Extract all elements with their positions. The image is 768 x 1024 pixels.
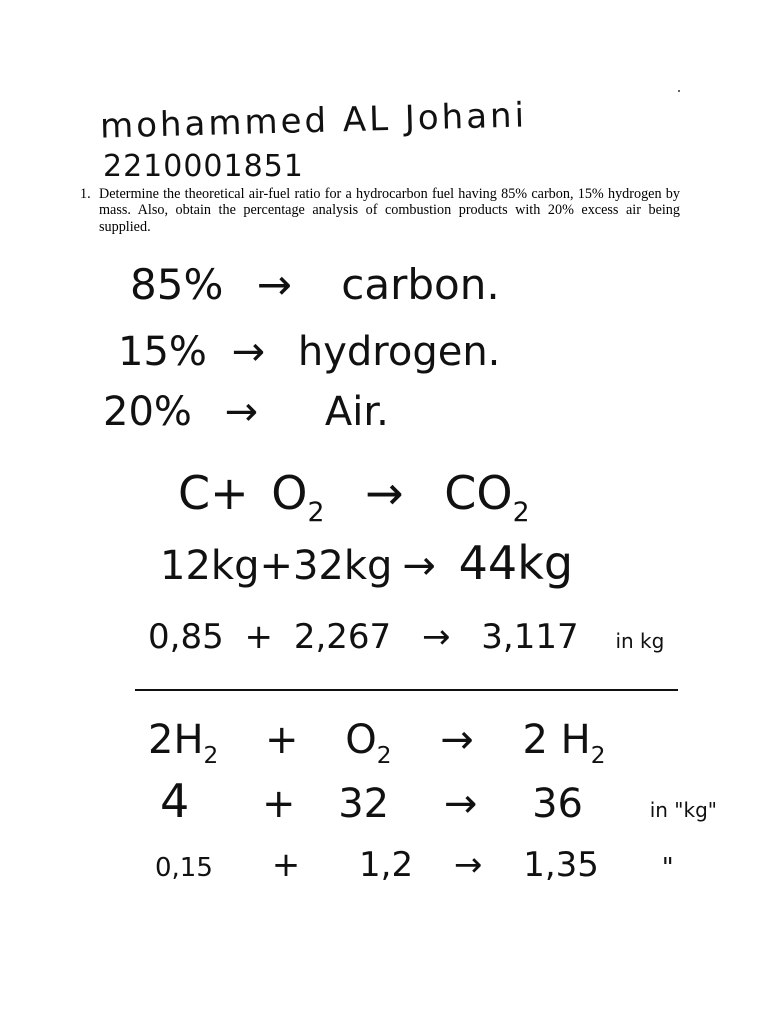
carbon-masses (160, 536, 574, 590)
air-percent: 20% (103, 389, 192, 435)
mass-co2: 44kg (458, 536, 574, 590)
arrow-icon: → (402, 543, 436, 589)
hydrogen-percent: 15% (118, 329, 207, 375)
plus-sign: + (244, 617, 274, 657)
stray-dot (678, 90, 680, 92)
unit-label: in "kg" (649, 798, 717, 822)
problem-number: 1. (80, 186, 91, 202)
water-produced: 1,35 (523, 845, 599, 885)
plus-sign: + (262, 781, 296, 827)
mass-oxygen: 32 (338, 781, 390, 827)
oxygen-required: 2,267 (293, 617, 392, 657)
student-id: 2210001851 (103, 149, 304, 184)
hydrogen-per-kg (155, 845, 674, 885)
problem-statement (80, 186, 680, 235)
arrow-icon: → (256, 260, 292, 309)
reactant-2h2: $2H_2$ (148, 717, 219, 770)
carbon-per-kg (148, 617, 665, 657)
co2-produced: 3,117 (481, 617, 579, 657)
hydrogen-fraction: 0,15 (155, 853, 213, 883)
hydrogen-equation (148, 717, 606, 770)
carbon-percent: 85% (130, 260, 224, 309)
arrow-icon: → (453, 845, 483, 885)
ditto-mark: " (661, 853, 674, 883)
problem-text: Determine the theoretical air-fuel ratio for a hydrocarbon fuel having 85% carbon, 15% hydrogen by mass. Also, obtain the percentage analysis of combustion products with 20% excess air being supplied. (99, 186, 680, 235)
arrow-icon: → (421, 617, 451, 657)
hydrogen-label: hydrogen. (297, 329, 501, 375)
plus-sign: + (271, 845, 301, 885)
section-divider (135, 689, 678, 691)
note-carbon (130, 260, 500, 309)
carbon-label: carbon. (341, 260, 500, 309)
hydrogen-masses (160, 774, 717, 828)
carbon-fraction: 0,85 (148, 617, 224, 657)
reactant-o2: $O_2$ (271, 466, 325, 528)
student-name: mohammed AL Johani (99, 95, 528, 147)
note-air (103, 389, 389, 435)
arrow-icon: → (365, 466, 404, 520)
mass-hydrogen: 4 (160, 774, 190, 828)
mass-water: 36 (532, 781, 583, 827)
arrow-icon: → (440, 717, 474, 763)
mass-carbon: 12kg (160, 543, 260, 589)
arrow-icon: → (231, 329, 266, 375)
arrow-icon: → (224, 389, 259, 435)
reactant-o2: $O_2$ (345, 717, 392, 770)
product-2h2: 2 $H_2$ (522, 717, 606, 770)
arrow-icon: → (443, 781, 478, 827)
note-hydrogen (118, 329, 501, 375)
mass-oxygen: 32kg (292, 543, 393, 589)
air-label: Air. (324, 389, 389, 435)
plus-sign: + (210, 466, 249, 520)
plus-sign: + (265, 717, 299, 763)
oxygen-required: 1,2 (359, 845, 414, 885)
product-co2: $CO_2$ (444, 466, 530, 528)
unit-label: in kg (615, 629, 665, 653)
reactant-c: C (178, 466, 211, 520)
carbon-equation (178, 466, 530, 528)
plus-sign: + (259, 543, 293, 589)
